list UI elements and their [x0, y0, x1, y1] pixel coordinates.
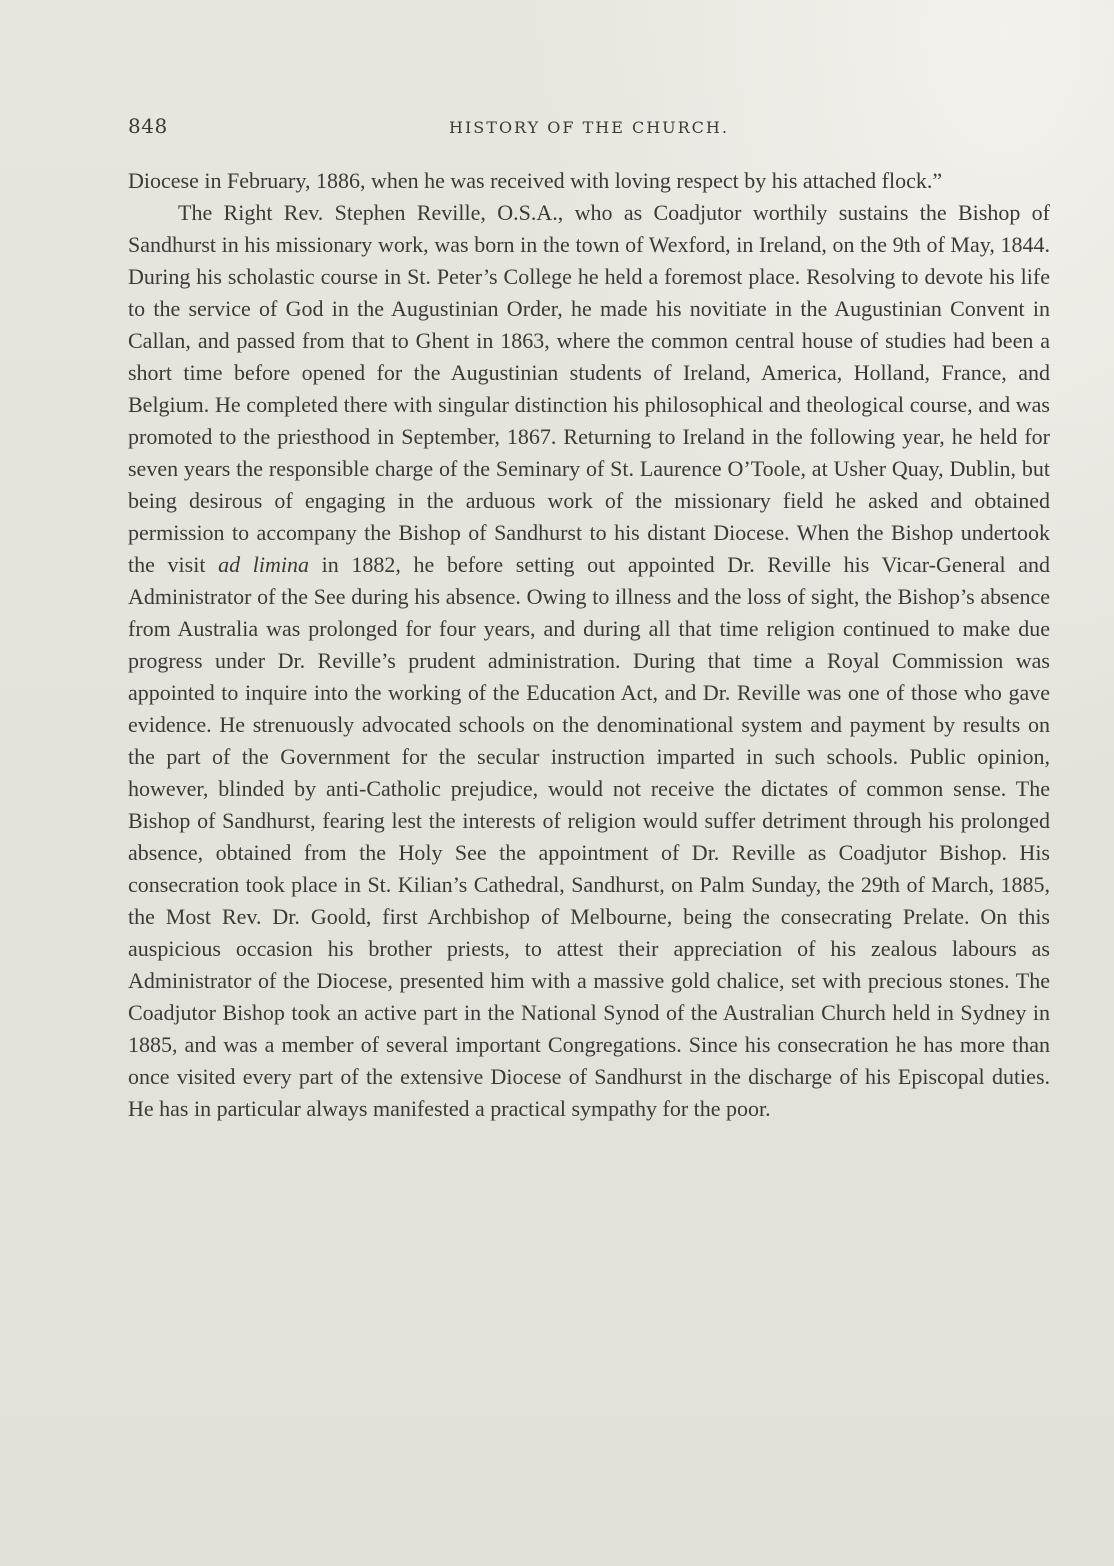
running-head	[128, 114, 1050, 144]
paragraph-text-part-1: The Right Rev. Stephen Reville, O.S.A., who as Coadjutor worthily sustains the Bishop of Sandhurst in his missionary work, was born in the town of Wexford, in Ireland, on the 9th of May, 1844. During his scholastic course in St. Peter’s College he held a foremost place. Resolving to devote his life to the service of God in the Augustinian Order, he made his novitiate in the Augustinian Convent in Callan, and passed from that to Ghent in 1863, where the common central house of studies had been a short time before opened for the Augustinian students of Ireland, America, Holland, France, and Belgium. He completed there with singular distinction his philosophical and theological course, and was promoted to the priesthood in September, 1867. Returning to Ireland in the following year, he held for seven years the responsible charge of the Seminary of St. Laurence O’Toole, at Usher Quay, Dublin, but being desirous of engaging in the arduous work of the missionary field he asked and obtained permission to accompany the Bishop of Sandhurst to his distant Diocese. When the Bishop undertook the visit	[128, 200, 1050, 577]
page-number: 848	[128, 114, 168, 138]
paragraph-reville-biography	[128, 197, 1050, 1125]
body-text	[128, 165, 1050, 1125]
paragraph-continuation: Diocese in February, 1886, when he was received with loving respect by his attached flock.”	[128, 168, 943, 193]
paragraph-text-part-2: in 1882, he before setting out appointed Dr. Reville his Vicar-General and Administrator of the See during his absence. Owing to illness and the loss of sight, the Bishop’s absence from Australia was prolonged for four years, and during all that time religion continued to make due progress under Dr. Reville’s prudent administration. During that time a Royal Commission was appointed to inquire into the working of the Education Act, and Dr. Reville was one of those who gave evidence. He strenuously advocated schools on the denominational system and payment by results on the part of the Government for the secular instruction imparted in such schools. Public opinion, however, blinded by anti-Catholic prejudice, would not receive the dictates of common sense. The Bishop of Sandhurst, fearing lest the interests of religion would suffer detriment through his prolonged absence, obtained from the Holy See the appointment of Dr. Reville as Coadjutor Bishop. His consecration took place in St. Kilian’s Cathedral, Sandhurst, on Palm Sunday, the 29th of March, 1885, the Most Rev. Dr. Goold, first Archbishop of Melbourne, being the consecrating Prelate. On this auspicious occasion his brother priests, to attest their appreciation of his zealous labours as Administrator of the Diocese, presented him with a massive gold chalice, set with precious stones. The Coadjutor Bishop took an active part in the National Synod of the Australian Church held in Sydney in 1885, and was a member of several important Congregations. Since his consecration he has more than once visited every part of the extensive Diocese of Sandhurst in the discharge of his Episcopal duties. He has in particular always manifested a practical sympathy for the poor.	[128, 552, 1051, 1121]
italic-phrase: ad limina	[218, 552, 309, 577]
running-title: HISTORY OF THE CHURCH.	[449, 118, 729, 137]
